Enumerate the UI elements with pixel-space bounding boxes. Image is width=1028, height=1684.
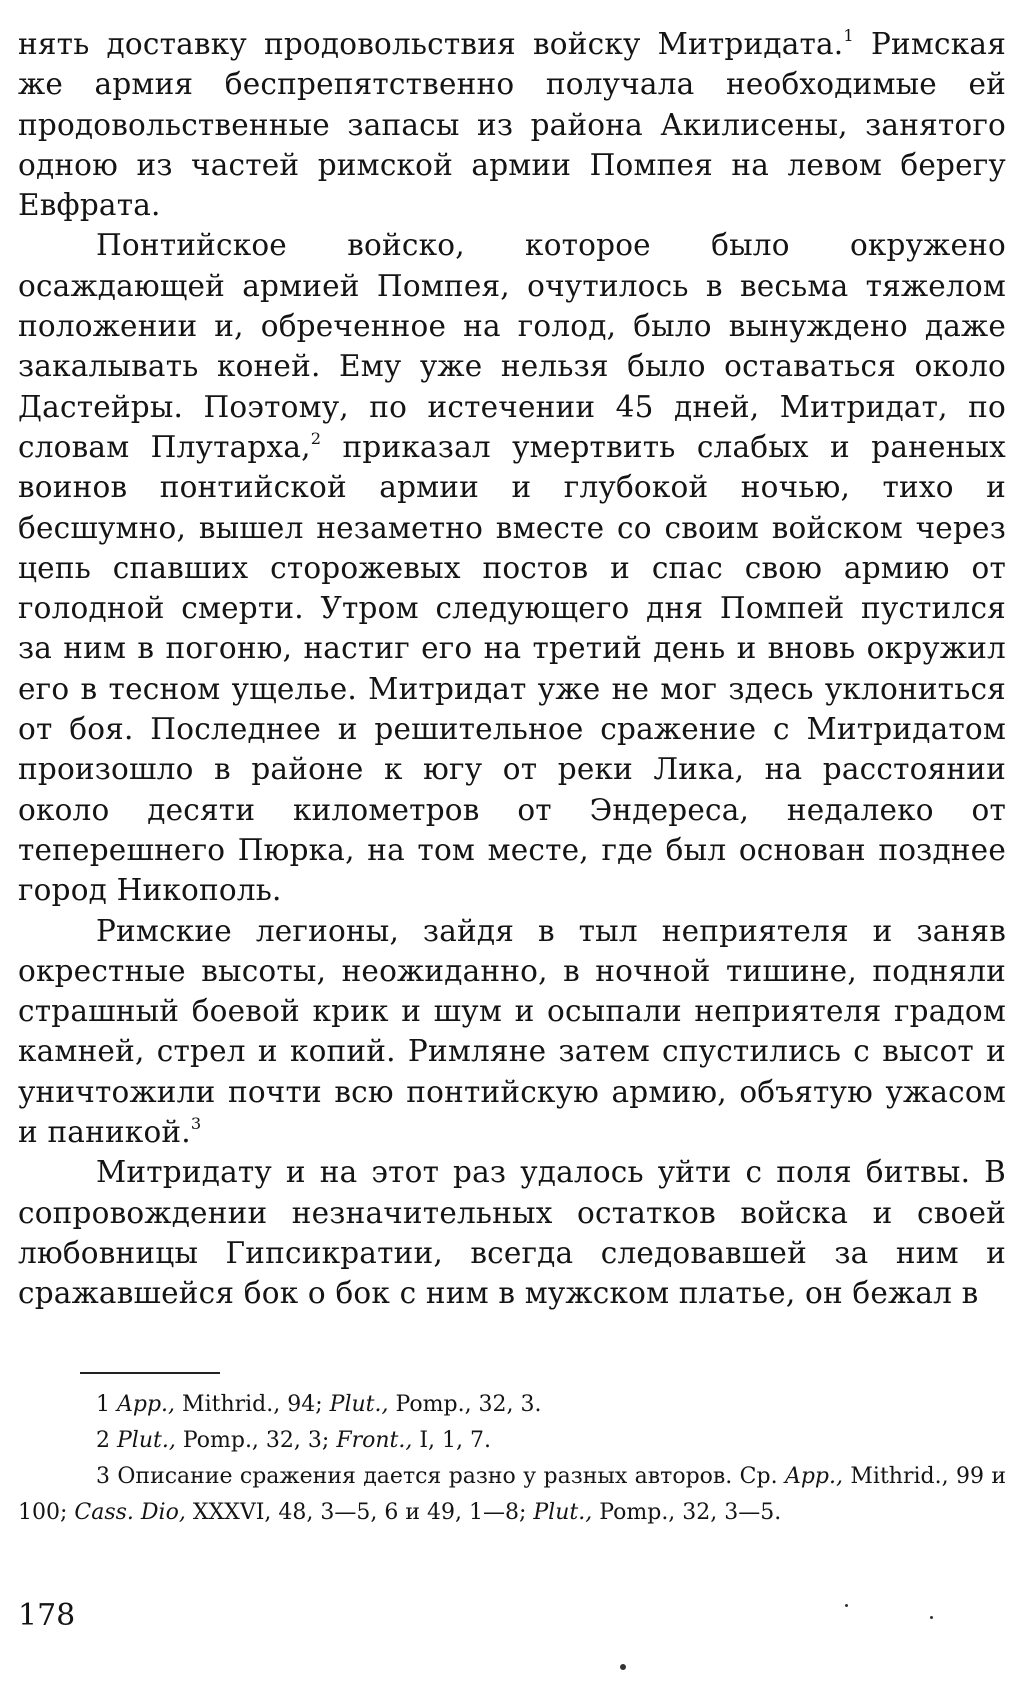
- ink-speck: [845, 1604, 848, 1607]
- main-text: [18, 24, 1006, 1314]
- text-run: Понтийское войско, которое было окружено осаждающей армией Помпея, очутилось в весьма тяжелом положении и, обреченное на голод, было вынуждено даже закалывать коней. Ему уже нельзя было оставаться около Дастейры. Поэтому, по истечении 45 дней, Митридат, по словам Плутарха,: [18, 228, 1006, 464]
- ink-speck: [620, 1664, 626, 1670]
- citation-author: Plut.,: [329, 1392, 389, 1417]
- text-run: I, 1, 7.: [412, 1428, 491, 1453]
- citation-author: Plut.,: [117, 1428, 176, 1453]
- paragraph: [18, 24, 1006, 225]
- text-run: Римские легионы, зайдя в тыл неприятеля и заняв окрестные высоты, неожиданно, в ночной тишине, подняли страшный боевой крик и шум и осыпали неприятеля градом камней, стрел и копий. Римляне затем спустились с высот и уничтожили почти всю понтийскую армию, объятую ужасом и паникой.: [18, 913, 1006, 1150]
- text-run: нять доставку продовольствия войску Митридата.: [18, 27, 844, 61]
- text-run: Римская же армия беспрепятственно получала необходимые ей продовольственные запасы из района Акилисены, занятого одною из частей римской армии Помпея на левом берегу Евфрата.: [18, 27, 1007, 223]
- paragraph: [18, 1152, 1006, 1313]
- citation-author: Plut.,: [533, 1500, 593, 1525]
- footnotes: [18, 1387, 1006, 1531]
- footnote: [18, 1423, 1006, 1459]
- ink-speck: [930, 1616, 933, 1619]
- footnote-marker: 2: [310, 429, 322, 448]
- footnote-marker: 3: [190, 1114, 202, 1134]
- page-number: 178: [18, 1598, 76, 1633]
- text-run: Pomp., 32, 3—5.: [592, 1500, 782, 1525]
- citation-author: App.,: [784, 1464, 843, 1489]
- text-run: 1: [96, 1392, 117, 1417]
- paragraph: [18, 911, 1006, 1153]
- text-run: приказал умертвить слабых и раненых воинов понтийской армии и глубокой ночью, тихо и бесшумно, вышел незаметно вместе со своим войском через цепь спавших сторожевых постов и спас свою армию от голодной смерти. Утром следующего дня Помпей пустился за ним в погоню, настиг его на третий день и вновь окружил его в тесном ущелье. Митридат уже не мог здесь уклониться от боя. Последнее и решительное сражение с Митридатом произошло в районе к югу от реки Лика, на расстоянии около десяти километров от Эндереса, недалеко от теперешнего Пюрка, на том месте, где был основан позднее город Никополь.: [18, 429, 1007, 908]
- text-run: Pomp., 32, 3.: [388, 1392, 542, 1417]
- citation-author: Cass. Dio,: [74, 1500, 186, 1525]
- footnote-separator: [80, 1372, 220, 1374]
- text-run: Mithrid., 94;: [175, 1392, 330, 1417]
- footnote-marker: 1: [843, 26, 854, 46]
- paragraph: [18, 225, 1006, 910]
- text-run: Mithrid., 99 и 100;: [18, 1464, 1006, 1525]
- text-run: XXXVI, 48, 3—5, 6 и 49, 1—8;: [185, 1500, 534, 1525]
- footnote: [18, 1387, 1006, 1423]
- text-run: 3 Описание сражения дается разно у разных авторов. Ср.: [96, 1464, 785, 1489]
- text-run: Митридату и на этот раз удалось уйти с поля битвы. В сопровождении незначительных остатков войска и своей любовницы Гипсикратии, всегда следовавшей за ним и сражавшейся бок о бок с ним в мужском платье, он бежал в: [18, 1155, 1006, 1311]
- footnote: [18, 1459, 1006, 1531]
- citation-author: App.,: [117, 1392, 176, 1417]
- citation-author: Front.,: [336, 1428, 413, 1453]
- text-run: Pomp., 32, 3;: [175, 1428, 337, 1453]
- text-run: 2: [96, 1428, 117, 1453]
